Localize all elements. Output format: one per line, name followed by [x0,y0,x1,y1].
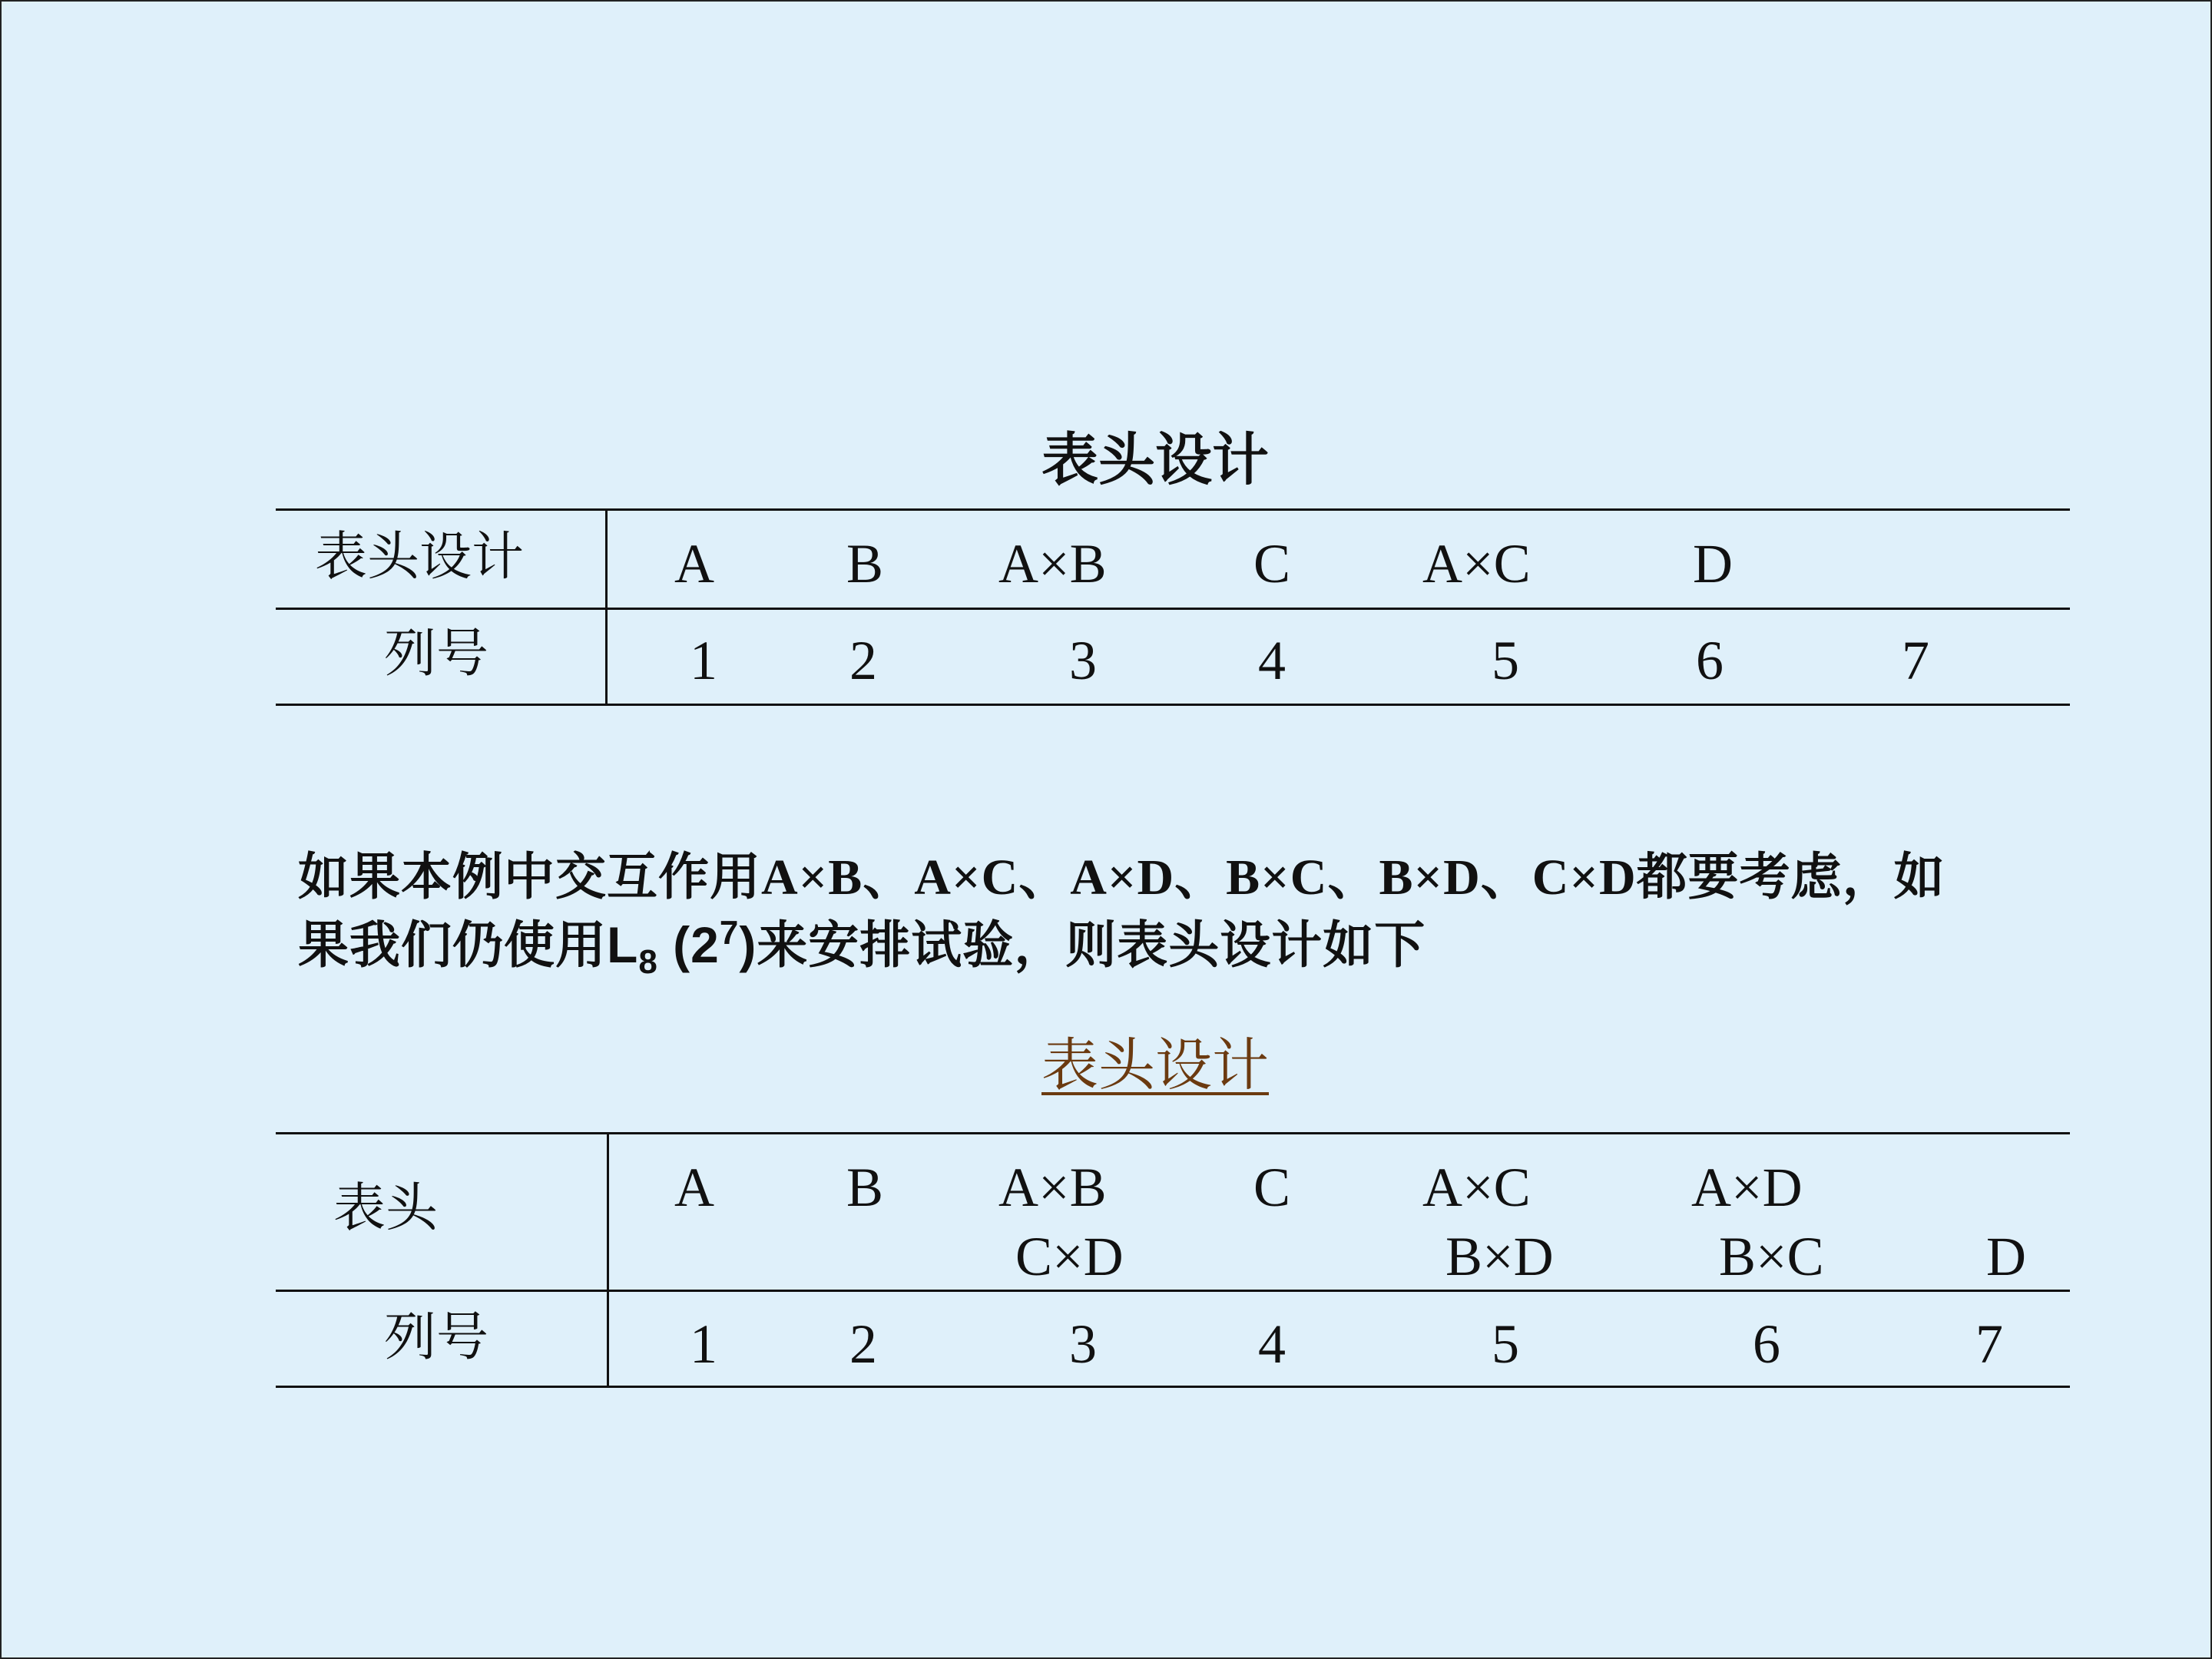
table1-header-cell: A×B [998,533,1107,594]
design-superscript: 7 [719,914,740,952]
table1-column-number: 1 [690,630,717,691]
table2-header-cell: B×C [1719,1226,1824,1287]
table1-row-label: 列号 [384,624,489,684]
table2-column-number: 3 [1069,1313,1097,1375]
table1-mid-rule [276,608,2070,610]
table1-column-number: 5 [1492,630,1519,691]
table2-header-cell: A×D [1691,1157,1803,1218]
table1-column-number: 7 [1902,630,1929,691]
table2-divider [607,1132,609,1388]
table2-header-cell: A [674,1157,714,1218]
paragraph-line1-suffix: 都要考虑，如 [1636,847,1945,906]
table2-column-number: 5 [1492,1313,1519,1375]
paragraph-line2-suffix: 来安排试验，则表头设计如下 [757,916,1426,975]
paragraph-line1-prefix: 如果本例中交互作用 [298,847,761,906]
table1-header-cell: C [1253,533,1291,594]
design-letter: L [607,916,639,973]
table2-header-cell: A×B [998,1157,1107,1218]
table2-mid-rule [276,1290,2070,1292]
table2-column-number: 6 [1753,1313,1780,1375]
table2-bottom-rule [276,1386,2070,1388]
table1-column-number: 4 [1258,630,1286,691]
table2-column-number: 1 [690,1313,717,1375]
table1-header-label: 表头设计 [315,527,525,588]
table1-title: 表头设计 [1041,427,1269,493]
table2-header-cell: A×C [1422,1157,1531,1218]
table1-bottom-rule [276,704,2070,706]
table1-column-number: 6 [1696,630,1724,691]
design-close: ) [739,916,757,973]
paragraph-line-2 [298,911,1426,979]
table1-column-number: 2 [849,630,877,691]
table2-header-label: 表头 [333,1178,439,1239]
table1-header-cell: A×C [1422,533,1531,594]
table1-header-cell: A [674,533,714,594]
table2-column-number: 4 [1258,1313,1286,1375]
design-open: (2 [657,916,720,973]
table1-divider [605,508,608,706]
table2-title-link[interactable]: 表头设计 [1041,1032,1269,1098]
table1-top-rule [276,508,2070,511]
table1-column-number: 3 [1069,630,1097,691]
table2-top-rule [276,1132,2070,1134]
table2-header-cell: C [1253,1157,1291,1218]
design-notation [607,914,757,981]
table2-header-cell: C×D [1015,1226,1124,1287]
table2-header-cell: B×D [1445,1226,1554,1287]
design-subscript: 8 [638,943,658,981]
table1-header-cell: B [846,533,884,594]
table2-row-label: 列号 [384,1307,489,1368]
paragraph-line-1 [298,843,1945,912]
table2-header-cell: B [846,1157,884,1218]
table2-column-number: 7 [1975,1313,2003,1375]
paragraph-interactions: A×B、A×C、A×D、B×C、B×D、C×D [761,849,1637,906]
table2-column-number: 2 [849,1313,877,1375]
table1-header-cell: D [1693,533,1733,594]
paragraph-line2-prefix: 果我们仍使用 [298,916,607,975]
table2-header-cell: D [1986,1226,2026,1287]
